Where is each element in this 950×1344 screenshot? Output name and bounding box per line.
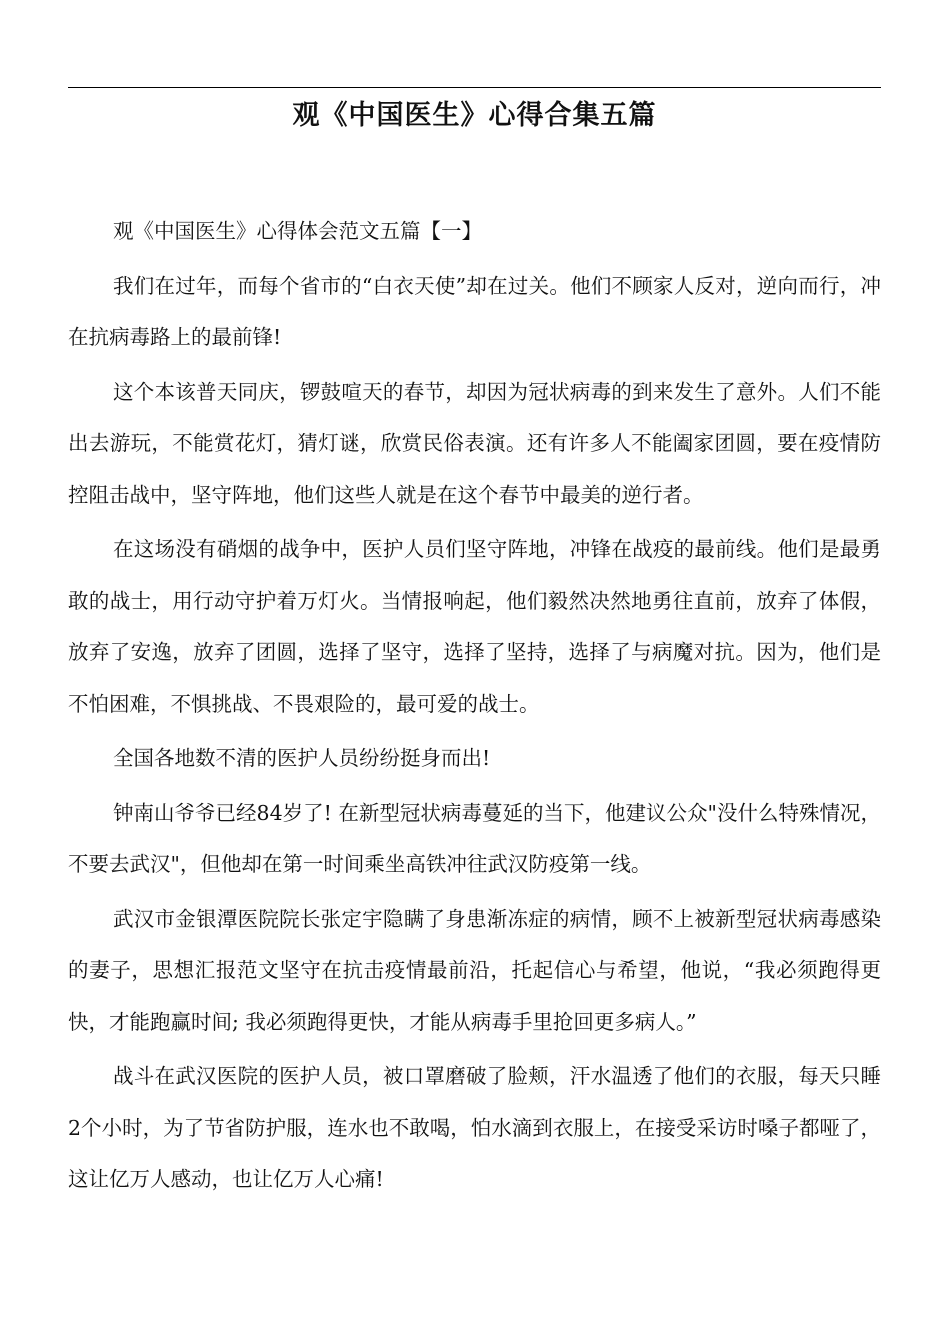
paragraph: 武汉市金银潭医院院长张定宇隐瞒了身患渐冻症的病情，顾不上被新型冠状病毒感染的妻子，思想汇报范文坚守在抗击疫情最前沿，托起信心与希望，他说，“我必须跑得更快，才能跑赢时间; 我必须跑得更快，才能从病毒手里抢回更多病人。” [68, 906, 881, 1034]
paragraph: 我们在过年，而每个省市的“白衣天使”却在过关。他们不顾家人反对，逆向而行，冲在抗病毒路上的最前锋! [68, 273, 881, 349]
paragraph: 战斗在武汉医院的医护人员，被口罩磨破了脸颊，汗水温透了他们的衣服，每天只睡2个小时，为了节省防护服，连水也不敢喝，怕水滴到衣服上，在接受采访时嗓子都哑了，这让亿万人感动，也让亿万人心痛! [68, 1064, 881, 1191]
document-title: 观《中国医生》心得合集五篇 [292, 100, 657, 131]
paragraph: 在这场没有硝烟的战争中，医护人员们坚守阵地，冲锋在战疫的最前线。他们是最勇敢的战士，用行动守护着万灯火。当情报响起，他们毅然决然地勇往直前，放弃了体假，放弃了安逸，放弃了团圆，选择了坚守，选择了坚持，选择了与病魔对抗。因为，他们是不怕困难，不惧挑战、不畏艰险的，最可爱的战士。 [68, 537, 881, 716]
paragraph: 这个本该普天同庆，锣鼓喧天的春节，却因为冠状病毒的到来发生了意外。人们不能出去游玩，不能赏花灯，猜灯谜，欣赏民俗表演。还有许多人不能阖家团圆，要在疫情防控阻击战中，坚守阵地，他们这些人就是在这个春节中最美的逆行者。 [68, 379, 881, 507]
document-body [68, 206, 881, 1209]
header-rule [68, 87, 881, 88]
paragraph: 钟南山爷爷已经84岁了! 在新型冠状病毒蔓延的当下，他建议公众"没什么特殊情况，不要去武汉"，但他却在第一时间乘坐高铁冲往武汉防疫第一线。 [68, 800, 881, 876]
section-heading: 观《中国医生》心得体会范文五篇【一】 [113, 219, 482, 243]
paragraph: 全国各地数不清的医护人员纷纷挺身而出! [113, 746, 491, 770]
